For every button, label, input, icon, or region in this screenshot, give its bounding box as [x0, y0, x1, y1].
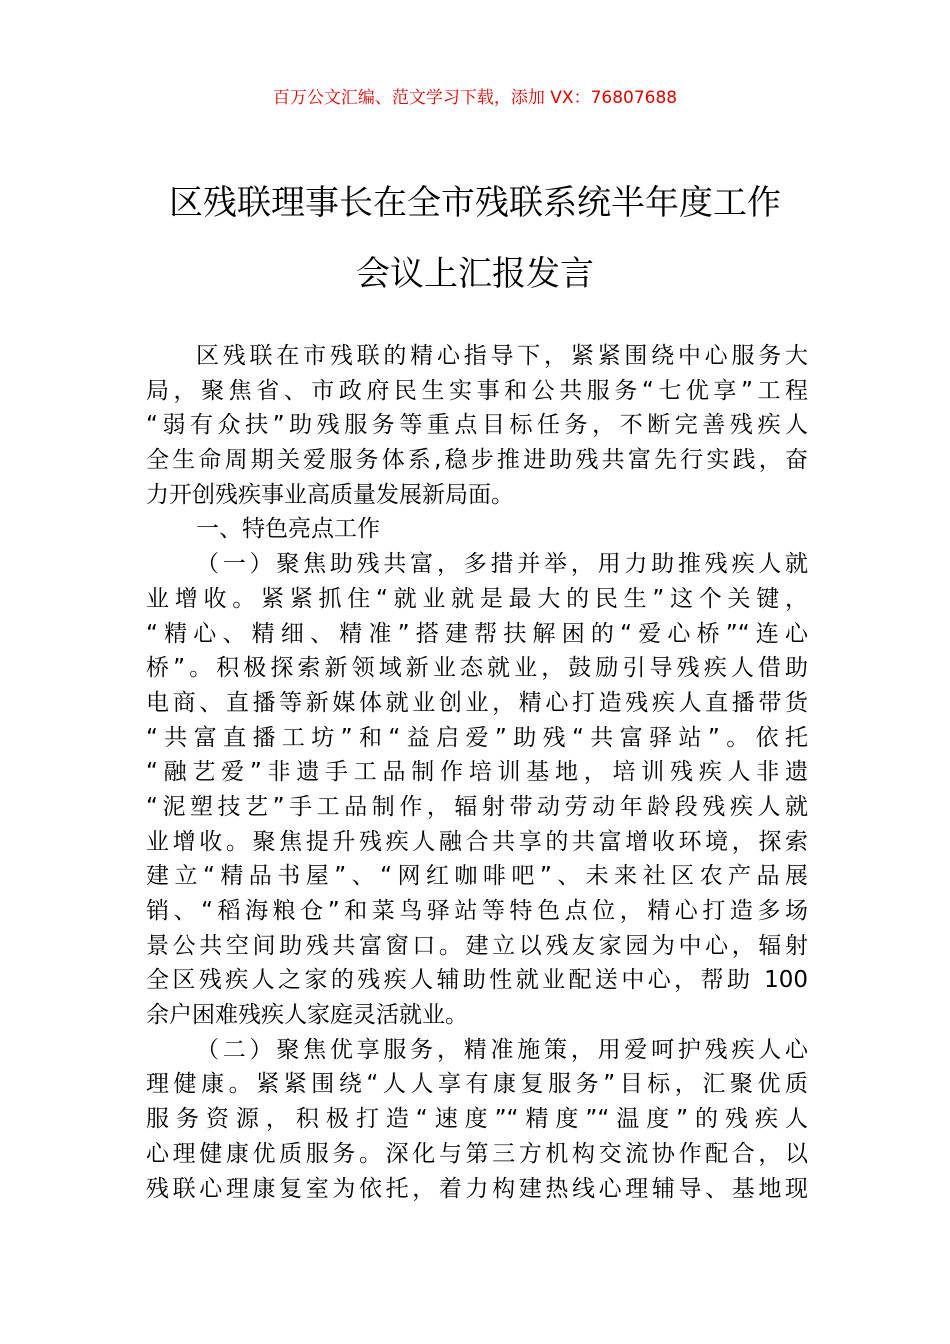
body-text-line: 余户困难残疾人家庭灵活就业。	[146, 1002, 468, 1029]
body-text-line: 一、特色亮点工作	[196, 516, 380, 543]
document-body	[146, 339, 808, 1206]
document-title-line-1: 区残联理事长在全市残联系统半年度工作	[169, 183, 781, 223]
body-text-line: 建立“精品书屋”、“网红咖啡吧”、未来社区农产品展	[146, 863, 808, 890]
body-text-line: 桥”。积极探索新领域新业态就业，鼓励引导残疾人借助	[146, 655, 808, 682]
body-text-line: “弱有众扶”助残服务等重点目标任务，不断完善残疾人	[146, 412, 808, 439]
body-text-line: 理健康。紧紧围绕“人人享有康复服务”目标，汇聚优质	[146, 1071, 808, 1098]
body-text-line: “融艺爱”非遗手工品制作培训基地，培训残疾人非遗	[146, 759, 808, 786]
body-text-line: 心理健康优质服务。深化与第三方机构交流协作配合，以	[146, 1140, 808, 1167]
body-text-line: 电商、直播等新媒体就业创业，精心打造残疾人直播带货	[146, 689, 808, 716]
body-text-line: 销、“稻海粮仓”和菜鸟驿站等特色点位，精心打造多场	[146, 898, 808, 924]
body-text-line: “共富直播工坊”和“益启爱”助残“共富驿站”。依托	[146, 724, 808, 751]
body-text-line: “精心、精细、精准”搭建帮扶解困的“爱心桥”“连心	[146, 620, 808, 647]
body-text-line: 全生命周期关爱服务体系,稳步推进助残共富先行实践，奋	[146, 447, 808, 474]
body-text-line: （一）聚焦助残共富，多措并举，用力助推残疾人就	[196, 551, 808, 578]
body-text-line: 局，聚焦省、市政府民生实事和公共服务“七优享”工程	[146, 377, 808, 404]
body-text-line: 服务资源，积极打造“速度”“精度”“温度”的残疾人	[146, 1106, 808, 1133]
body-text-line: 业增收。聚焦提升残疾人融合共享的共富增收环境，探索	[146, 828, 808, 855]
body-text-line: 业增收。紧紧抓住“就业就是最大的民生”这个关键，	[146, 585, 808, 612]
body-text-line: “泥塑技艺”手工品制作，辐射带动劳动年龄段残疾人就	[146, 793, 808, 820]
body-text-line: 残联心理康复室为依托，着力构建热线心理辅导、基地现	[146, 1175, 808, 1202]
body-text-line: 全区残疾人之家的残疾人辅助性就业配送中心，帮助 100	[146, 967, 808, 994]
body-text-line: 景公共空间助残共富窗口。建立以残友家园为中心，辐射	[146, 932, 808, 959]
body-text-line: （二）聚焦优享服务，精准施策，用爱呵护残疾人心	[196, 1036, 808, 1063]
body-text-line: 力开创残疾事业高质量发展新局面。	[146, 481, 514, 508]
header-note: 百万公文汇编、范文学习下载，添加 VX：76807688	[272, 88, 678, 108]
document-title-line-2: 会议上汇报发言	[356, 254, 594, 294]
body-text-line: 区残联在市残联的精心指导下，紧紧围绕中心服务大	[196, 343, 808, 369]
